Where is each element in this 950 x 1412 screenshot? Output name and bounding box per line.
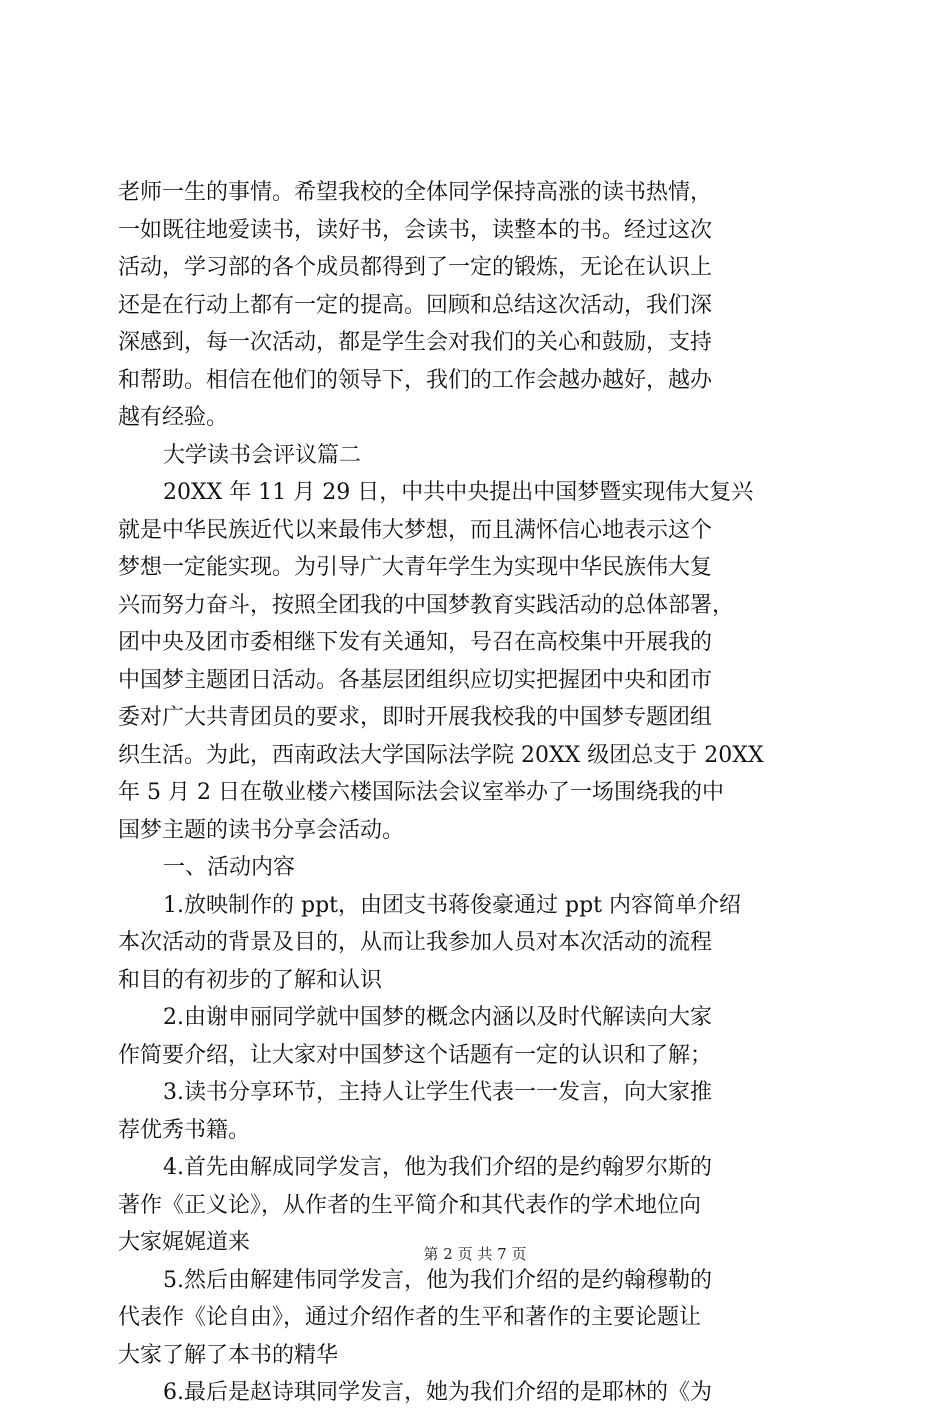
text-line: 和帮助。相信在他们的领导下，我们的工作会越办越好，越办 xyxy=(118,367,713,393)
text-line: 大家了解了本书的精华 xyxy=(118,1342,339,1368)
text-line: 本次活动的背景及目的，从而让我参加人员对本次活动的流程 xyxy=(118,930,713,955)
text-line: 大家娓娓道来 xyxy=(118,1230,251,1255)
list-item xyxy=(118,999,838,1074)
document-body xyxy=(118,174,838,1412)
text-line: 织生活。为此，西南政法大学国际法学院 20XX 级团总支于 20XX xyxy=(118,742,764,768)
text-line: 代表作《论自由》，通过介绍作者的生平和著作的主要论题让 xyxy=(118,1305,702,1330)
text-line: 一、活动内容 xyxy=(163,855,296,880)
list-item xyxy=(118,1374,838,1412)
text-line: 一如既往地爱读书，读好书，会读书，读整本的书。经过这次 xyxy=(118,217,713,243)
list-item xyxy=(118,887,838,1000)
list-item xyxy=(118,1262,838,1375)
text-line: 深感到，每一次活动，都是学生会对我们的关心和鼓励，支持 xyxy=(118,330,713,355)
text-line: 著作《正义论》，从作者的生平简介和其代表作的学术地位向 xyxy=(118,1192,702,1218)
subsection-heading xyxy=(118,849,838,887)
text-line: 大学读书会评议篇二 xyxy=(163,442,362,468)
text-line: 20XX 年 11 月 29 日，中共中央提出中国梦暨实现伟大复兴 xyxy=(163,480,754,505)
page-number-footer: 第 2 页 共 7 页 xyxy=(423,1245,527,1263)
text-line: 和目的有初步的了解和认识 xyxy=(118,967,383,993)
text-line: 委对广大共青团员的要求，即时开展我校我的中国梦专题团组 xyxy=(118,705,713,730)
text-line: 1.放映制作的 ppt，由团支书蒋俊豪通过 ppt 内容简单介绍 xyxy=(163,892,741,918)
text-line: 国梦主题的读书分享会活动。 xyxy=(118,817,405,843)
text-line: 中国梦主题团日活动。各基层团组织应切实把握团中央和团市 xyxy=(118,667,713,693)
paragraph xyxy=(118,174,838,437)
text-line: 荐优秀书籍。 xyxy=(118,1117,251,1143)
text-line: 5.然后由解建伟同学发言，他为我们介绍的是约翰穆勒的 xyxy=(163,1267,712,1293)
text-line: 兴而努力奋斗，按照全团我的中国梦教育实践活动的总体部署， xyxy=(118,592,735,618)
text-line: 还是在行动上都有一定的提高。回顾和总结这次活动，我们深 xyxy=(118,292,713,318)
paragraph xyxy=(118,474,838,849)
text-line: 老师一生的事情。希望我校的全体同学保持高涨的读书热情， xyxy=(118,180,713,205)
text-line: 年 5 月 2 日在敬业楼六楼国际法会议室举办了一场围绕我的中 xyxy=(118,780,724,805)
list-item xyxy=(118,1074,838,1149)
section-heading xyxy=(118,437,838,475)
text-line: 团中央及团市委相继下发有关通知，号召在高校集中开展我的 xyxy=(118,630,713,655)
text-line: 作简要介绍，让大家对中国梦这个话题有一定的认识和了解； xyxy=(118,1042,713,1068)
text-line: 梦想一定能实现。为引导广大青年学生为实现中华民族伟大复 xyxy=(118,555,713,580)
text-line: 活动，学习部的各个成员都得到了一定的锻炼，无论在认识上 xyxy=(118,255,713,280)
text-line: 2.由谢申丽同学就中国梦的概念内涵以及时代解读向大家 xyxy=(163,1005,712,1030)
text-line: 6.最后是赵诗琪同学发言，她为我们介绍的是耶林的《为 xyxy=(163,1380,712,1405)
text-line: 就是中华民族近代以来最伟大梦想，而且满怀信心地表示这个 xyxy=(118,517,713,543)
text-line: 4.首先由解成同学发言，他为我们介绍的是约翰罗尔斯的 xyxy=(163,1155,712,1180)
text-line: 越有经验。 xyxy=(118,405,229,430)
text-line: 3.读书分享环节，主持人让学生代表一一发言，向大家推 xyxy=(163,1080,712,1105)
